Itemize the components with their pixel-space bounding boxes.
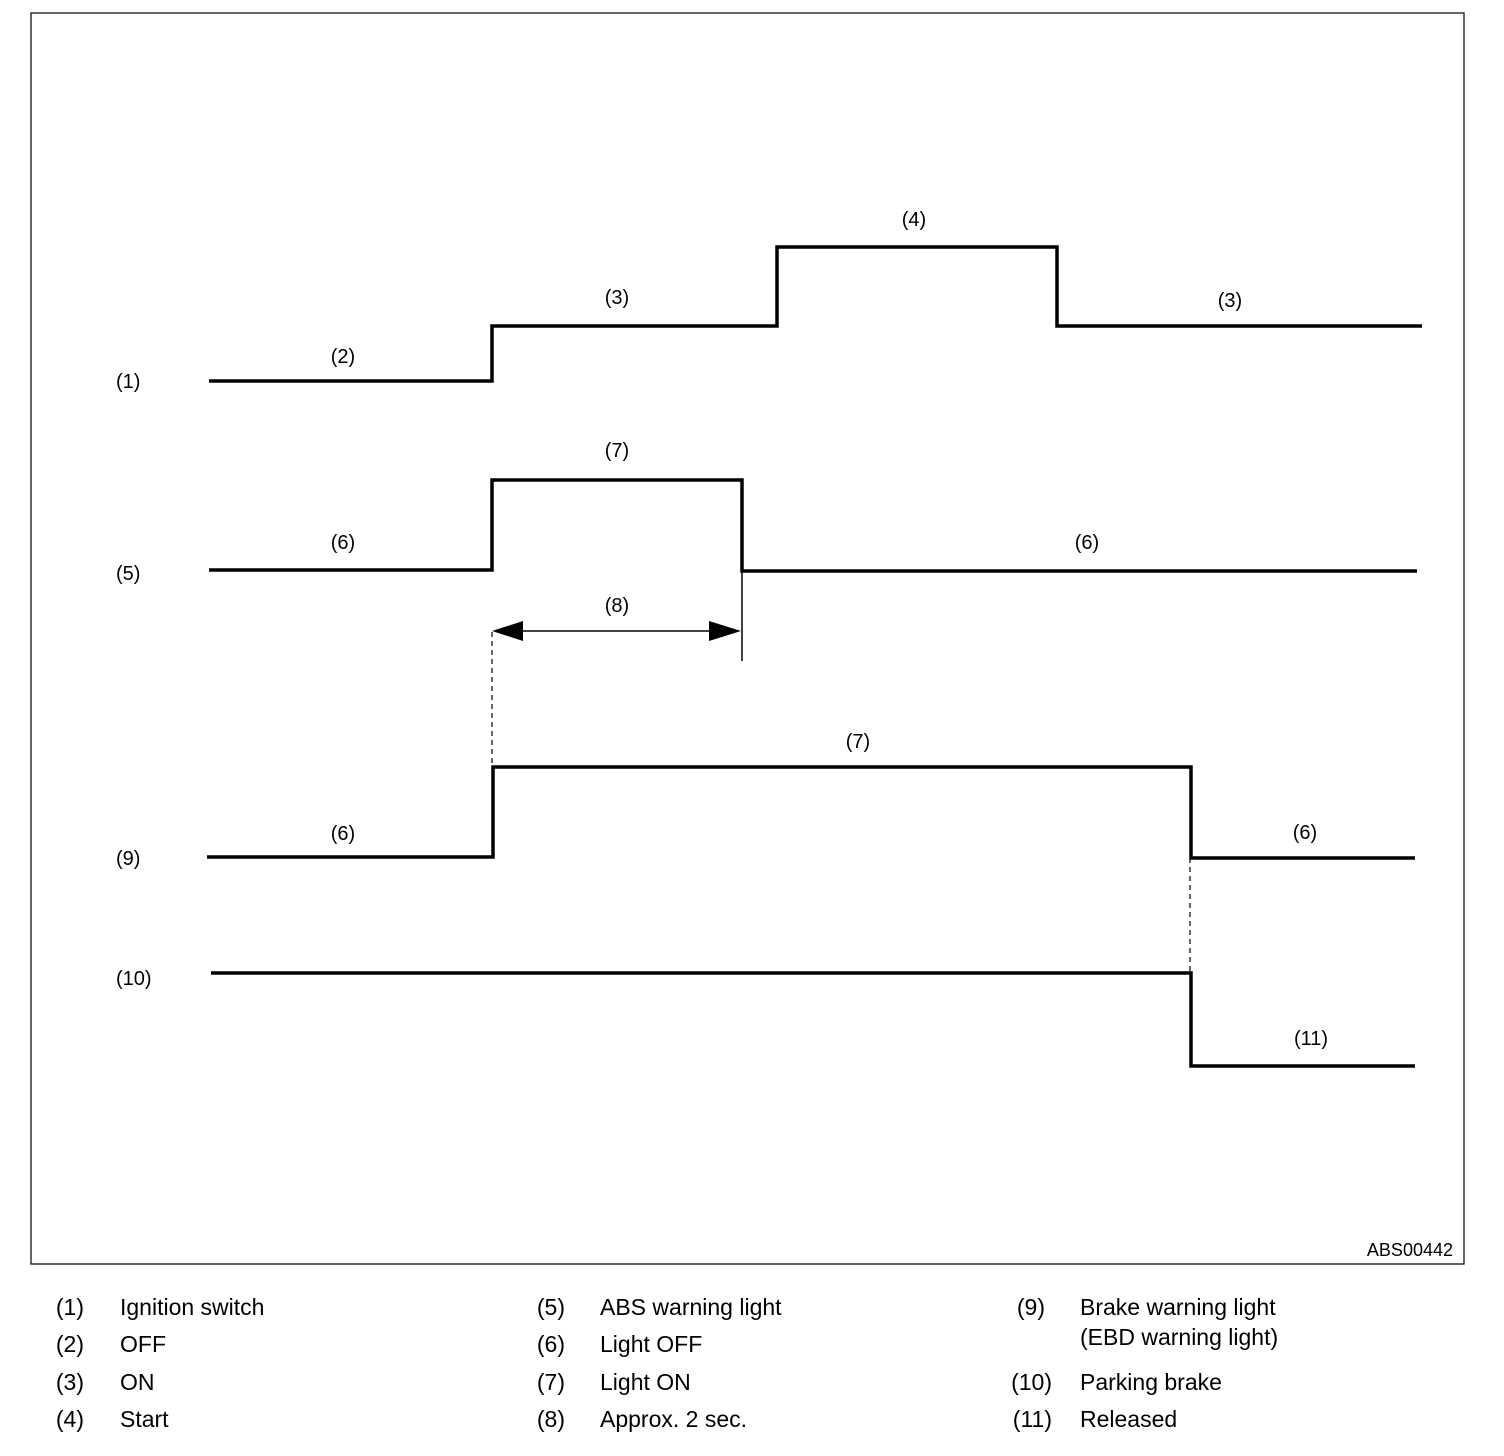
ignition-state-on-after: (3) [1217, 290, 1243, 312]
legend-text: Parking brake [1080, 1369, 1222, 1395]
legend-num: (2) [55, 1331, 84, 1357]
legend-text: Start [120, 1406, 169, 1432]
legend-num: (1) [55, 1294, 84, 1320]
legend-num: (4) [55, 1406, 84, 1432]
ignition-state-off: (2) [330, 346, 356, 368]
legend-num: (11) [1012, 1406, 1052, 1432]
legend-num: (7) [536, 1369, 565, 1395]
abs-row-label: (5) [116, 563, 141, 585]
legend-text: Brake warning light [1080, 1294, 1276, 1320]
parking-signal [211, 973, 1415, 1066]
ignition-row-label: (1) [116, 371, 141, 393]
legend-text: Approx. 2 sec. [600, 1406, 748, 1432]
duration-arrow-head-left [492, 621, 523, 641]
legend-num: (9) [1016, 1294, 1045, 1320]
legend-text: Ignition switch [120, 1294, 265, 1320]
parking-state-released: (11) [1293, 1028, 1329, 1050]
ignition-state-on: (3) [604, 287, 630, 309]
diagram-frame [31, 13, 1464, 1264]
abs-signal [209, 480, 1417, 571]
legend-text: Light ON [600, 1369, 691, 1395]
reference-code: ABS00442 [1366, 1240, 1453, 1260]
legend-text: Released [1080, 1406, 1178, 1432]
brake-state-off-after: (6) [1292, 822, 1318, 844]
ignition-state-start: (4) [901, 209, 927, 231]
abs-state-off: (6) [330, 532, 356, 554]
brake-row-label: (9) [116, 848, 141, 870]
legend-text: Light OFF [600, 1331, 703, 1357]
abs-state-on: (7) [604, 440, 630, 462]
brake-signal [207, 767, 1415, 858]
legend-text: ON [120, 1369, 155, 1395]
legend-num: (8) [536, 1406, 565, 1432]
ignition-signal [209, 247, 1422, 381]
legend-num: (6) [536, 1331, 565, 1357]
brake-state-off: (6) [330, 823, 356, 845]
legend-num: (10) [1011, 1369, 1052, 1395]
duration-label: (8) [604, 595, 630, 617]
legend-text: ABS warning light [600, 1294, 782, 1320]
brake-state-on: (7) [845, 731, 871, 753]
legend [0, 1290, 1504, 1456]
legend-text-continued: (EBD warning light) [1080, 1324, 1279, 1350]
abs-state-off-after: (6) [1074, 532, 1100, 554]
duration-arrow-head-right [709, 621, 741, 641]
legend-text: OFF [120, 1331, 166, 1357]
parking-row-label: (10) [116, 968, 152, 990]
legend-num: (3) [55, 1369, 84, 1395]
legend-num: (5) [536, 1294, 565, 1320]
